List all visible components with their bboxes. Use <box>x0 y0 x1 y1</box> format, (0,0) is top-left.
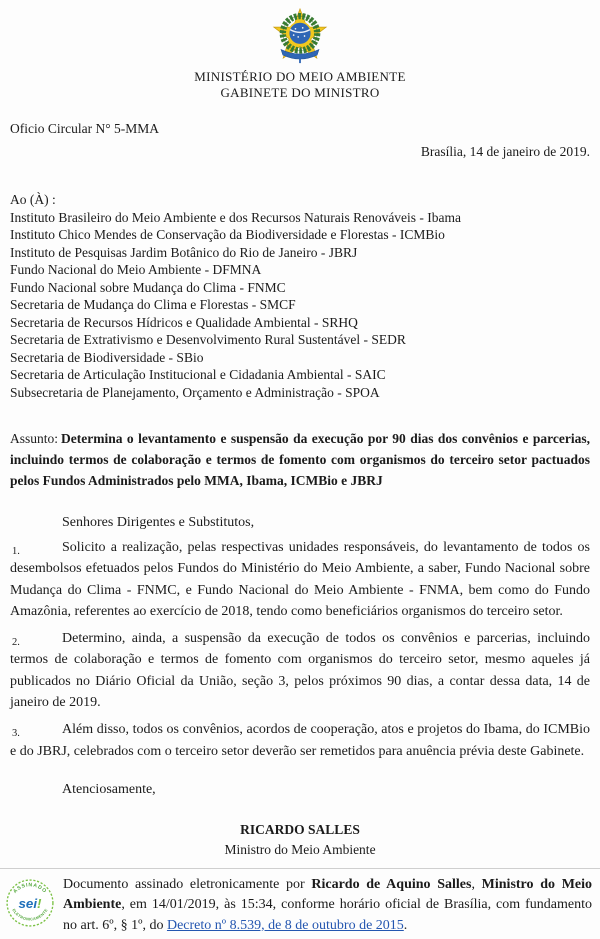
paragraph-text: Determino, ainda, a suspensão da execução de todos os convênios e parcerias, incluindo termos de colaboração e termos de fomento com organismos do terceiro setor, mesmo aqueles já publicados no Diário Oficial da União, seção 3, pelos próximos 90 dias, a contar dessa data, 14 de janeiro de 2019. <box>10 631 590 711</box>
addressee-item: Instituto Brasileiro do Meio Ambiente e dos Recursos Naturais Renováveis - Ibama <box>10 209 462 225</box>
addressee-item: Subsecretaria de Planejamento, Orçamento e Administração - SPOA <box>10 384 380 400</box>
addressee-item: Secretaria de Extrativismo e Desenvolvimento Rural Sustentável - SEDR <box>10 332 406 347</box>
svg-text:sei! <box>19 896 43 911</box>
signature-block <box>10 822 590 858</box>
ministry-name: MINISTÉRIO DO MEIO AMBIENTE <box>194 69 406 84</box>
signer-name: Ricardo de Aquino Salles <box>311 876 472 892</box>
subject-label: Assunto: <box>10 431 59 446</box>
statement-sep: , <box>471 876 482 892</box>
badge-bang: ! <box>37 895 42 911</box>
badge-word: sei <box>18 895 38 911</box>
addressee-item: Secretaria de Biodiversidade - SBio <box>10 349 204 365</box>
electronic-signature-footer <box>0 868 600 939</box>
badge-bottom-arc-text: ELETRONICAMENTE <box>11 908 49 922</box>
subject-text: Determina o levantamento e suspensão da execução por 90 dias dos convênios e parcerias, incluindo termos de colaboração e termos de fomento com organismos do terceiro setor pactuados pelos Fundos Administrados pelo MMA, Ibama, ICMBio e JBRJ <box>10 431 590 488</box>
sei-signature-badge-icon <box>5 878 55 933</box>
paragraph-number: 1. <box>12 546 20 557</box>
decree-link[interactable]: Decreto nº 8.539, de 8 de outubro de 2015 <box>166 917 404 933</box>
body-paragraph-1 <box>10 537 590 622</box>
signature-title: Ministro do Meio Ambiente <box>224 841 376 857</box>
salutation: Senhores Dirigentes e Substitutos, <box>62 515 255 530</box>
addressee-label: Ao (À) : <box>10 192 56 207</box>
addressee-item: Instituto de Pesquisas Jardim Botânico do Rio de Janeiro - JBRJ <box>10 244 358 260</box>
letterhead <box>10 0 590 100</box>
statement-mid: , em 14/01/2019, às 15:34, conforme horário oficial de Brasília, com fundamento no art. 6º, § 1º, do <box>63 897 592 933</box>
addressee-item: Secretaria de Recursos Hídricos e Qualidade Ambiental - SRHQ <box>10 314 358 330</box>
addressee-item: Secretaria de Mudança do Clima e Florestas - SMCF <box>10 297 296 312</box>
signer-role: Ministro do Meio Ambiente <box>63 876 593 913</box>
paragraph-number: 3. <box>12 728 20 740</box>
brazil-coat-of-arms-icon <box>271 8 329 69</box>
paragraph-text: Além disso, todos os convênios, acordos de cooperação, atos e projetos do Ibama, do ICMBio e do JBRJ, celebrados com o terceiro setor deverão ser remetidos para anuência prévia deste Gabinete. <box>10 722 590 759</box>
office-name: GABINETE DO MINISTRO <box>220 84 380 100</box>
signature-name: RICARDO SALLES <box>240 821 360 837</box>
paragraph-number: 2. <box>12 637 20 649</box>
body-paragraph-2 <box>10 628 590 713</box>
subject-line <box>10 428 590 491</box>
addressee-item: Instituto Chico Mendes de Conservação da Biodiversidade e Florestas - ICMBio <box>10 227 445 242</box>
statement-suffix: . <box>403 917 408 933</box>
addressee-item: Fundo Nacional sobre Mudança do Clima - FNMC <box>10 279 286 295</box>
document-reference: Oficio Circular N° 5-MMA <box>10 121 159 136</box>
signature-statement <box>63 875 592 936</box>
badge-top-arc-text: ASSINADO <box>12 882 48 895</box>
paragraph-text: Solicito a realização, pelas respectivas unidades responsáveis, do levantamento de todos os desembolsos efetuados pelos Fundos do Ministério do Meio Ambiente, a saber, Fundo Nacional sobre Mudança do Clima - FNMC, e Fundo Nacional do Meio Ambiente - FNMA, bem como do Fundo Amazônia, referentes ao exercício de 2018, tendo como beneficiários organismos do terceiro setor. <box>10 540 590 619</box>
statement-prefix: Documento assinado eletronicamente por <box>63 876 312 892</box>
addressee-list <box>10 191 590 401</box>
document-dateline: Brasília, 14 de janeiro de 2019. <box>420 144 590 159</box>
addressee-item: Fundo Nacional do Meio Ambiente - DFMNA <box>10 262 262 277</box>
body-paragraph-3 <box>10 719 590 762</box>
closing: Atenciosamente, <box>62 781 156 797</box>
addressee-item: Secretaria de Articulação Institucional e Cidadania Ambiental - SAIC <box>10 367 386 382</box>
